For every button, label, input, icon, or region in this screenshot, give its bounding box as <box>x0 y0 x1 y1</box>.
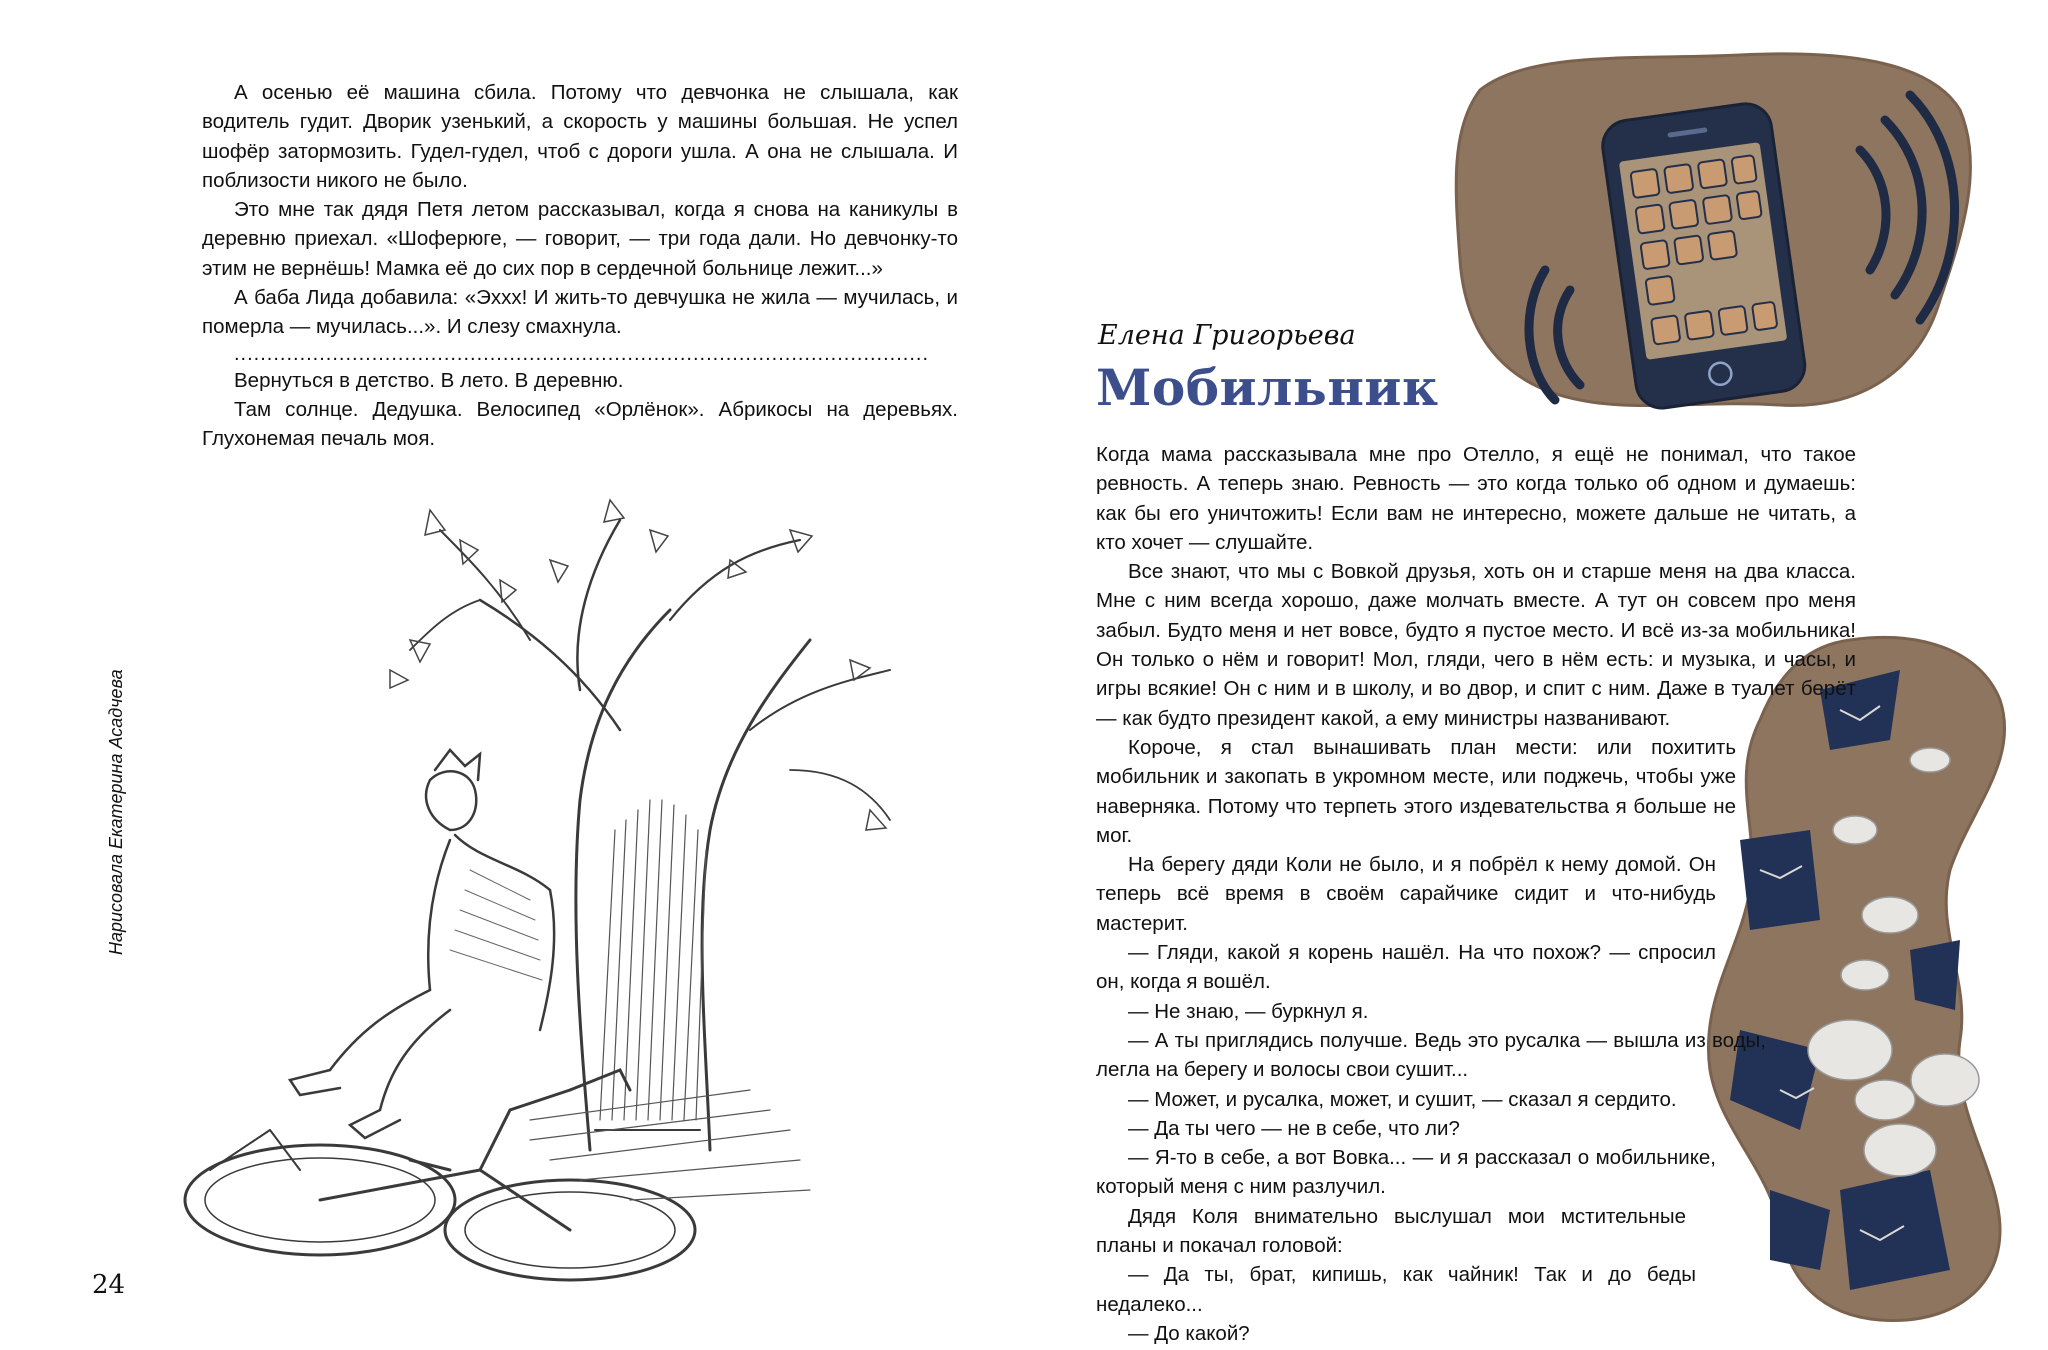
story-title: Мобильник <box>1096 358 1439 417</box>
right-paragraph: — Я-то в себе, а вот Вовка... — и я рассказал о мобильнике, который меня с ним разлучил. <box>1096 1146 1716 1199</box>
right-paragraph: Когда мама рассказывала мне про Отелло, я ещё не понимал, что такое ревность. А теперь знаю. Ревность — это когда только об одном и думаешь: как бы его уничтожить! Если вам не интересно, можете дальше не читать, а кто хочет — слушайте. <box>1096 443 1856 554</box>
left-paragraph: Это мне так дядя Петя летом рассказывал, когда я снова на каникулы в деревню приехал. «Шоферюге, — говорит, — три года дали. Но девчонку-то этим не вернёшь! Мамка её до сих пор в сердечной больнице лежит...» <box>202 198 958 280</box>
left-paragraph: А осенью её машина сбила. Потому что девчонка не слышала, как водитель гудит. Дворик узенький, а скорость у машины большая. Не успел шофёр затормозить. Гудел-гудел, чтоб с дороги ушла. А она не слышала. И поблизости никого не было. <box>202 81 958 192</box>
right-paragraph: — А ты приглядись получше. Ведь это русалка — вышла из воды, легла на берегу и волосы свои сушит... <box>1096 1028 1766 1082</box>
right-paragraph: — Может, и русалка, может, и сушит, — сказал я сердито. <box>1128 1087 1677 1111</box>
boy-tree-bicycle-illustration <box>150 470 910 1270</box>
right-paragraph: Дядя Коля внимательно выслушал мои мстительные планы и покачал головой: <box>1096 1204 1686 1258</box>
right-paragraph: — Не знаю, — буркнул я. <box>1128 999 1369 1023</box>
right-paragraph: — Да ты чего — не в себе, что ли? <box>1128 1116 1460 1140</box>
left-paragraph: Вернуться в детство. В лето. В деревню. <box>234 368 624 392</box>
right-paragraph: На берегу дяди Коли не было, и я побрёл к нему домой. Он теперь всё время в своём сарайчике сидит и что-нибудь мастерит. <box>1096 853 1716 935</box>
mobile-phone-illustration <box>1440 40 1980 420</box>
right-paragraph: Все знают, что мы с Вовкой друзья, хоть он и старше меня на два класса. Мне с ним всегда хорошо, даже молчать вместе. А тут он совсем про меня забыл. Будто меня и нет вовсе, будто я пустое место. И всё из-за мобильника! Он только о нём и говорит! Мол, гляди, чего в нём есть: и музыка, и часы, и игры всякие! Он с ним и в школу, и во двор, и спит с ним. Даже в туалет берёт — как будто президент какой, а ему министры названивают. <box>1096 560 1856 730</box>
right-paragraph: — Да ты, брат, кипишь, как чайник! Так и до беды недалеко... <box>1096 1263 1696 1316</box>
right-paragraph: — До какой? <box>1128 1321 1250 1345</box>
right-paragraph: Короче, я стал вынашивать план мести: или похитить мобильник и закопать в укромном месте, или поджечь, чтобы уже наверняка. Потому что терпеть этого издевательства я больше не мог. <box>1096 735 1736 847</box>
right-page-text <box>1096 440 1856 1348</box>
page-number: 24 <box>92 1270 126 1300</box>
right-paragraph: — Гляди, какой я корень нашёл. На что похож? — спросил он, когда я вошёл. <box>1096 941 1716 994</box>
left-paragraph: Там солнце. Дедушка. Велосипед «Орлёнок». Абрикосы на деревьях. Глухонемая печаль моя. <box>202 397 958 451</box>
illustrator-credit: Нарисовала Екатерина Асадчева <box>106 669 126 955</box>
section-separator: .......................................................................................................... <box>234 342 930 365</box>
author-name: Елена Григорьева <box>1098 320 1356 351</box>
left-paragraph: А баба Лида добавила: «Эхxx! И жить-то девчушка не жила — мучилась, и померла — мучилась...». И слезу смахнула. <box>202 286 958 339</box>
left-page-text <box>202 78 958 454</box>
